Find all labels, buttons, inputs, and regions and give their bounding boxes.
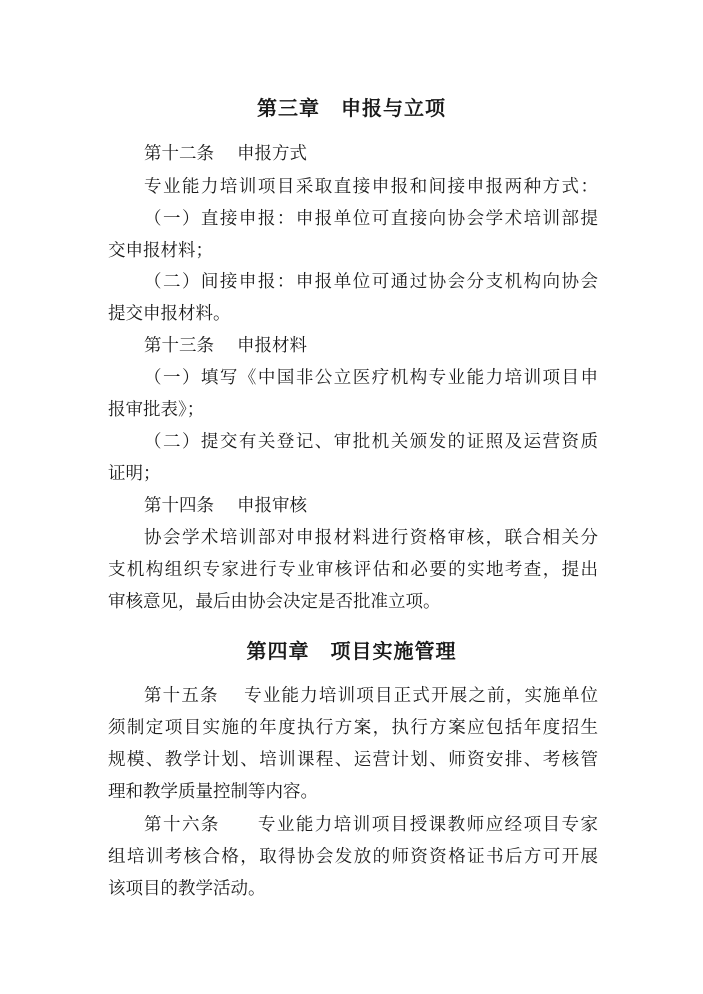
article-12-line: （一）直接申报：申报单位可直接向协会学术培训部提 — [144, 209, 598, 229]
article-15-line: 规模、教学计划、培训课程、运营计划、师资安排、考核管 — [108, 750, 598, 770]
article-13-line: （一）填写《中国非公立医疗机构专业能力培训项目申 — [144, 368, 598, 388]
article-16-line: 组培训考核合格，取得协会发放的师资资格证书后方可开展 — [108, 847, 598, 867]
article-14-heading: 第十四条 申报审核 — [144, 496, 308, 516]
article-12-line: 交申报材料； — [108, 241, 213, 261]
article-16-line: 该项目的教学活动。 — [108, 879, 266, 899]
article-12-line: 提交申报材料。 — [108, 304, 231, 324]
article-12-heading: 第十二条 申报方式 — [144, 144, 308, 164]
article-14-line: 协会学术培训部对申报材料进行资格审核，联合相关分 — [144, 528, 598, 548]
article-13-line: 证明； — [108, 464, 161, 484]
article-13-line: 报审批表》； — [108, 400, 205, 420]
article-15-line: 第十五条 专业能力培训项目正式开展之前，实施单位 — [144, 686, 598, 706]
article-13-line: （二）提交有关登记、审批机关颁发的证照及运营资质 — [144, 432, 598, 452]
article-13-heading: 第十三条 申报材料 — [144, 336, 308, 356]
chapter-3-title: 第三章 申报与立项 — [257, 96, 446, 120]
chapter-4-title: 第四章 项目实施管理 — [246, 639, 457, 663]
article-12-line: 专业能力培训项目采取直接申报和间接申报两种方式： — [144, 177, 598, 197]
article-16-line: 第十六条 专业能力培训项目授课教师应经项目专家 — [144, 815, 598, 835]
article-15-line: 须制定项目实施的年度执行方案，执行方案应包括年度招生 — [108, 718, 598, 738]
article-14-line: 审核意见，最后由协会决定是否批准立项。 — [108, 592, 441, 612]
article-14-line: 支机构组织专家进行专业审核评估和必要的实地考查，提出 — [108, 560, 598, 580]
article-15-line: 理和教学质量控制等内容。 — [108, 782, 318, 802]
article-12-line: （二）间接申报：申报单位可通过协会分支机构向协会 — [144, 272, 598, 292]
